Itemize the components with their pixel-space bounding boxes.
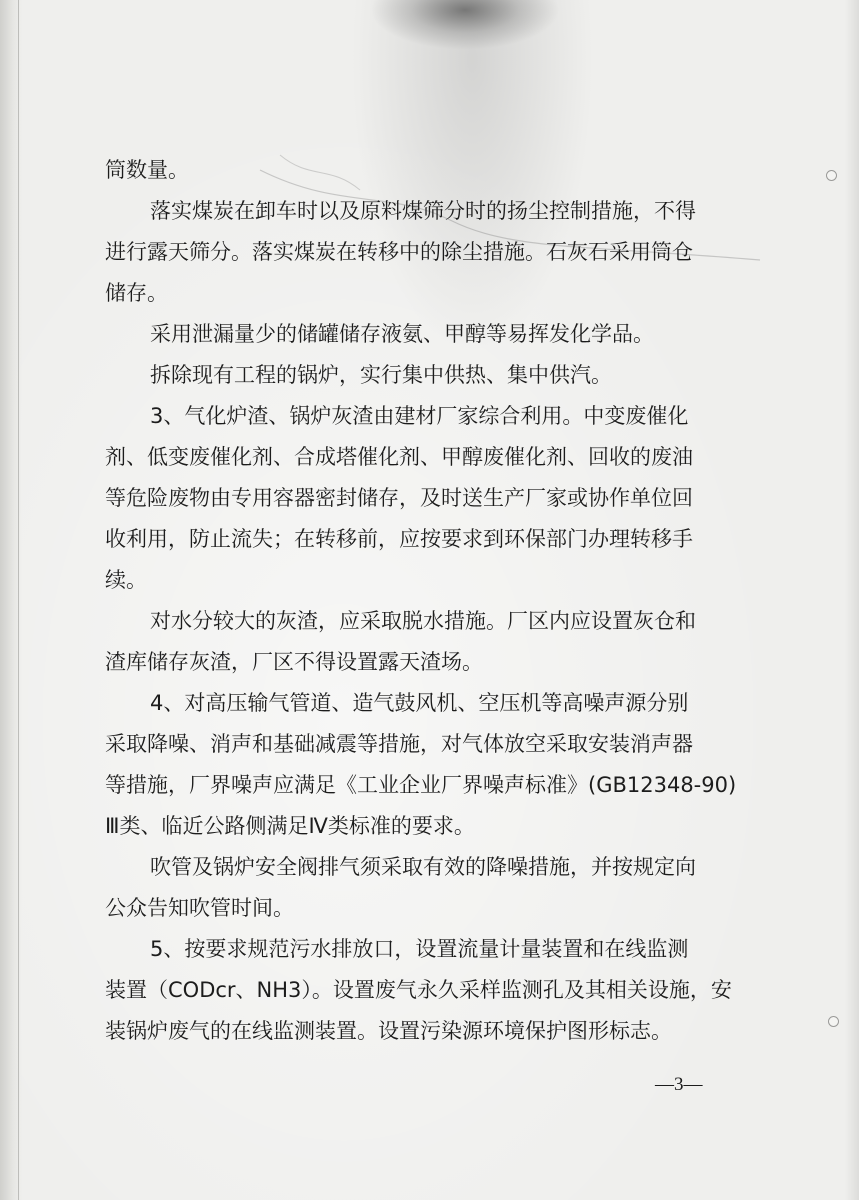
text-line: 续。 — [105, 568, 147, 592]
document-body — [105, 150, 770, 1052]
text-line: 采取降噪、消声和基础减震等措施，对气体放空采取安装消声器 — [105, 732, 693, 756]
punch-hole-bottom — [828, 1016, 839, 1027]
text-line: 装锅炉废气的在线监测装置。设置污染源环境保护图形标志。 — [105, 1019, 672, 1043]
text-line: 筒数量。 — [105, 158, 189, 182]
ink-smudge — [370, 0, 560, 50]
text-line: 4、对高压输气管道、造气鼓风机、空压机等高噪声源分别 — [150, 691, 689, 715]
text-line: 落实煤炭在卸车时以及原料煤筛分时的扬尘控制措施，不得 — [150, 199, 696, 223]
text-line: 收利用，防止流失；在转移前，应按要求到环保部门办理转移手 — [105, 527, 693, 551]
text-line: 剂、低变废催化剂、合成塔催化剂、甲醇废催化剂、回收的废油 — [105, 445, 693, 469]
text-line: 等措施，厂界噪声应满足《工业企业厂界噪声标准》(GB12348-90) — [105, 773, 737, 797]
text-line: 拆除现有工程的锅炉，实行集中供热、集中供汽。 — [150, 363, 612, 387]
text-line: 5、按要求规范污水排放口，设置流量计量装置和在线监测 — [150, 937, 689, 961]
text-line: 3、气化炉渣、锅炉灰渣由建材厂家综合利用。中变废催化 — [150, 404, 689, 428]
text-line: 对水分较大的灰渣，应采取脱水措施。厂区内应设置灰仓和 — [150, 609, 696, 633]
text-line: 进行露天筛分。落实煤炭在转移中的除尘措施。石灰石采用筒仓 — [105, 240, 693, 264]
text-line: 装置（CODcr、NH3）。设置废气永久采样监测孔及其相关设施，安 — [105, 978, 732, 1002]
text-line: 储存。 — [105, 281, 168, 305]
text-line: Ⅲ类、临近公路侧满足Ⅳ类标准的要求。 — [105, 814, 475, 838]
text-line: 公众告知吹管时间。 — [105, 896, 294, 920]
text-line: 吹管及锅炉安全阀排气须采取有效的降噪措施，并按规定向 — [150, 855, 696, 879]
page-number: —3— — [655, 1074, 703, 1095]
binding-line — [18, 0, 19, 1200]
text-line: 等危险废物由专用容器密封储存，及时送生产厂家或协作单位回 — [105, 486, 693, 510]
punch-hole-top — [826, 170, 837, 181]
text-line: 渣库储存灰渣，厂区不得设置露天渣场。 — [105, 650, 483, 674]
text-line: 采用泄漏量少的储罐储存液氨、甲醇等易挥发化学品。 — [150, 322, 654, 346]
